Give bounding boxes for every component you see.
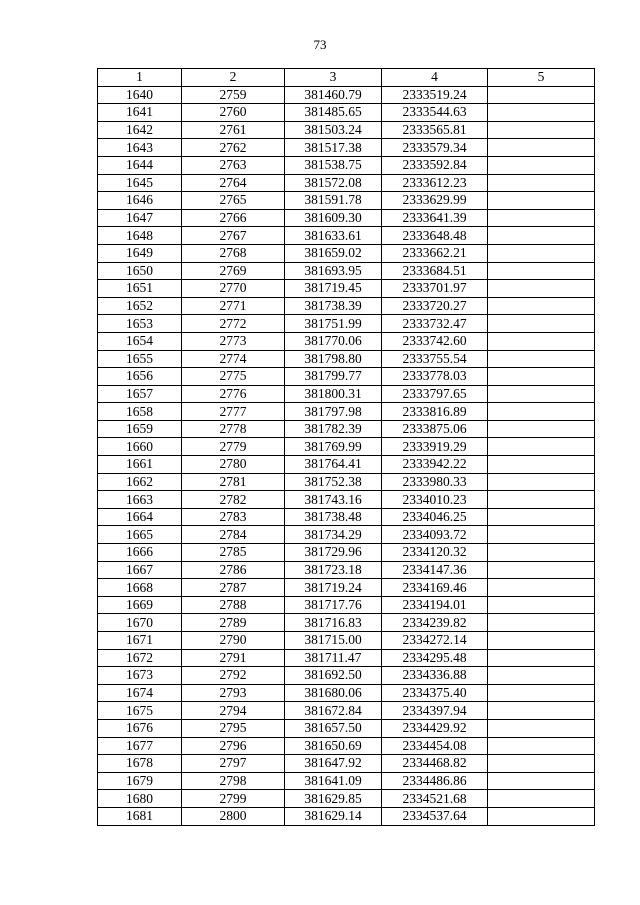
table-row [98,807,595,825]
y-coordinate-cell: 2333875.06 [382,420,488,438]
point-number-cell: 1650 [98,262,182,280]
y-coordinate-cell: 2333592.84 [382,156,488,174]
note-cell [488,104,595,122]
point-number-cell: 1678 [98,755,182,773]
sequence-number-cell: 2795 [182,719,285,737]
note-cell [488,579,595,597]
y-coordinate-cell: 2333732.47 [382,315,488,333]
note-cell [488,227,595,245]
sequence-number-cell: 2760 [182,104,285,122]
point-number-cell: 1648 [98,227,182,245]
sequence-number-cell: 2769 [182,262,285,280]
y-coordinate-cell: 2334375.40 [382,684,488,702]
x-coordinate-cell: 381591.78 [285,192,382,210]
x-coordinate-cell: 381517.38 [285,139,382,157]
column-header-5: 5 [488,69,595,87]
y-coordinate-cell: 2333919.29 [382,438,488,456]
y-coordinate-cell: 2333684.51 [382,262,488,280]
point-number-cell: 1667 [98,561,182,579]
sequence-number-cell: 2765 [182,192,285,210]
x-coordinate-cell: 381798.80 [285,350,382,368]
y-coordinate-cell: 2334429.92 [382,719,488,737]
table-row [98,315,595,333]
x-coordinate-cell: 381719.24 [285,579,382,597]
sequence-number-cell: 2796 [182,737,285,755]
x-coordinate-cell: 381460.79 [285,86,382,104]
sequence-number-cell: 2763 [182,156,285,174]
point-number-cell: 1679 [98,772,182,790]
point-number-cell: 1669 [98,596,182,614]
y-coordinate-cell: 2333701.97 [382,280,488,298]
point-number-cell: 1654 [98,332,182,350]
note-cell [488,702,595,720]
x-coordinate-cell: 381659.02 [285,244,382,262]
note-cell [488,156,595,174]
table-row [98,684,595,702]
y-coordinate-cell: 2333629.99 [382,192,488,210]
table-row [98,790,595,808]
note-cell [488,350,595,368]
sequence-number-cell: 2779 [182,438,285,456]
note-cell [488,368,595,386]
x-coordinate-cell: 381692.50 [285,667,382,685]
note-cell [488,121,595,139]
note-cell [488,456,595,474]
point-number-cell: 1680 [98,790,182,808]
point-number-cell: 1651 [98,280,182,298]
table-row [98,368,595,386]
table-row [98,86,595,104]
table-row [98,772,595,790]
sequence-number-cell: 2773 [182,332,285,350]
y-coordinate-cell: 2334010.23 [382,491,488,509]
x-coordinate-cell: 381729.96 [285,544,382,562]
x-coordinate-cell: 381641.09 [285,772,382,790]
y-coordinate-cell: 2333662.21 [382,244,488,262]
sequence-number-cell: 2770 [182,280,285,298]
sequence-number-cell: 2777 [182,403,285,421]
x-coordinate-cell: 381764.41 [285,456,382,474]
point-number-cell: 1671 [98,632,182,650]
x-coordinate-cell: 381633.61 [285,227,382,245]
note-cell [488,755,595,773]
point-number-cell: 1641 [98,104,182,122]
x-coordinate-cell: 381503.24 [285,121,382,139]
point-number-cell: 1675 [98,702,182,720]
x-coordinate-cell: 381647.92 [285,755,382,773]
point-number-cell: 1665 [98,526,182,544]
sequence-number-cell: 2772 [182,315,285,333]
sequence-number-cell: 2786 [182,561,285,579]
sequence-number-cell: 2780 [182,456,285,474]
table-row [98,719,595,737]
note-cell [488,491,595,509]
point-number-cell: 1664 [98,508,182,526]
table-row [98,104,595,122]
y-coordinate-cell: 2334093.72 [382,526,488,544]
x-coordinate-cell: 381572.08 [285,174,382,192]
note-cell [488,473,595,491]
x-coordinate-cell: 381769.99 [285,438,382,456]
point-number-cell: 1647 [98,209,182,227]
note-cell [488,526,595,544]
point-number-cell: 1649 [98,244,182,262]
y-coordinate-cell: 2334468.82 [382,755,488,773]
sequence-number-cell: 2764 [182,174,285,192]
column-header-2: 2 [182,69,285,87]
note-cell [488,438,595,456]
table-row [98,227,595,245]
table-row [98,297,595,315]
point-number-cell: 1681 [98,807,182,825]
x-coordinate-cell: 381723.18 [285,561,382,579]
point-number-cell: 1662 [98,473,182,491]
column-header-4: 4 [382,69,488,87]
table-row [98,156,595,174]
point-number-cell: 1659 [98,420,182,438]
sequence-number-cell: 2775 [182,368,285,386]
table-row [98,491,595,509]
point-number-cell: 1656 [98,368,182,386]
point-number-cell: 1645 [98,174,182,192]
table-row [98,192,595,210]
x-coordinate-cell: 381738.39 [285,297,382,315]
table-row [98,614,595,632]
note-cell [488,772,595,790]
sequence-number-cell: 2767 [182,227,285,245]
y-coordinate-cell: 2334486.86 [382,772,488,790]
y-coordinate-cell: 2333612.23 [382,174,488,192]
note-cell [488,544,595,562]
sequence-number-cell: 2788 [182,596,285,614]
note-cell [488,614,595,632]
note-cell [488,667,595,685]
point-number-cell: 1653 [98,315,182,333]
note-cell [488,420,595,438]
note-cell [488,139,595,157]
sequence-number-cell: 2771 [182,297,285,315]
x-coordinate-cell: 381609.30 [285,209,382,227]
table-row [98,596,595,614]
sequence-number-cell: 2791 [182,649,285,667]
x-coordinate-cell: 381650.69 [285,737,382,755]
point-number-cell: 1676 [98,719,182,737]
table-row [98,420,595,438]
table-row [98,139,595,157]
sequence-number-cell: 2783 [182,508,285,526]
y-coordinate-cell: 2333519.24 [382,86,488,104]
note-cell [488,561,595,579]
y-coordinate-cell: 2333797.65 [382,385,488,403]
y-coordinate-cell: 2334147.36 [382,561,488,579]
note-cell [488,649,595,667]
x-coordinate-cell: 381485.65 [285,104,382,122]
y-coordinate-cell: 2333544.63 [382,104,488,122]
table-row [98,473,595,491]
y-coordinate-cell: 2334046.25 [382,508,488,526]
sequence-number-cell: 2778 [182,420,285,438]
column-header-3: 3 [285,69,382,87]
x-coordinate-cell: 381717.76 [285,596,382,614]
page-number: 73 [313,37,327,52]
sequence-number-cell: 2787 [182,579,285,597]
x-coordinate-cell: 381797.98 [285,403,382,421]
y-coordinate-cell: 2334194.01 [382,596,488,614]
note-cell [488,297,595,315]
sequence-number-cell: 2792 [182,667,285,685]
x-coordinate-cell: 381719.45 [285,280,382,298]
point-number-cell: 1673 [98,667,182,685]
note-cell [488,385,595,403]
y-coordinate-cell: 2333755.54 [382,350,488,368]
point-number-cell: 1660 [98,438,182,456]
x-coordinate-cell: 381657.50 [285,719,382,737]
x-coordinate-cell: 381538.75 [285,156,382,174]
point-number-cell: 1658 [98,403,182,421]
y-coordinate-cell: 2333648.48 [382,227,488,245]
point-number-cell: 1668 [98,579,182,597]
y-coordinate-cell: 2333565.81 [382,121,488,139]
table-row [98,737,595,755]
x-coordinate-cell: 381680.06 [285,684,382,702]
table-row [98,209,595,227]
note-cell [488,332,595,350]
note-cell [488,508,595,526]
point-number-cell: 1655 [98,350,182,368]
note-cell [488,86,595,104]
sequence-number-cell: 2762 [182,139,285,157]
y-coordinate-cell: 2334295.48 [382,649,488,667]
x-coordinate-cell: 381629.14 [285,807,382,825]
note-cell [488,174,595,192]
table-row [98,456,595,474]
sequence-number-cell: 2766 [182,209,285,227]
point-number-cell: 1657 [98,385,182,403]
point-number-cell: 1677 [98,737,182,755]
y-coordinate-cell: 2334521.68 [382,790,488,808]
sequence-number-cell: 2785 [182,544,285,562]
x-coordinate-cell: 381752.38 [285,473,382,491]
table-row [98,244,595,262]
table-row [98,385,595,403]
x-coordinate-cell: 381629.85 [285,790,382,808]
note-cell [488,280,595,298]
point-number-cell: 1642 [98,121,182,139]
note-cell [488,684,595,702]
table-header-row [98,69,595,87]
note-cell [488,737,595,755]
x-coordinate-cell: 381738.48 [285,508,382,526]
y-coordinate-cell: 2333742.60 [382,332,488,350]
x-coordinate-cell: 381693.95 [285,262,382,280]
sequence-number-cell: 2784 [182,526,285,544]
table-row [98,403,595,421]
sequence-number-cell: 2800 [182,807,285,825]
table-row [98,438,595,456]
note-cell [488,596,595,614]
y-coordinate-cell: 2334454.08 [382,737,488,755]
table-row [98,755,595,773]
table-row [98,667,595,685]
point-number-cell: 1644 [98,156,182,174]
point-number-cell: 1643 [98,139,182,157]
table-row [98,526,595,544]
point-number-cell: 1666 [98,544,182,562]
x-coordinate-cell: 381711.47 [285,649,382,667]
y-coordinate-cell: 2334272.14 [382,632,488,650]
y-coordinate-cell: 2334239.82 [382,614,488,632]
table-row [98,508,595,526]
x-coordinate-cell: 381782.39 [285,420,382,438]
column-header-1: 1 [98,69,182,87]
point-number-cell: 1663 [98,491,182,509]
table-body [98,86,595,825]
note-cell [488,719,595,737]
sequence-number-cell: 2790 [182,632,285,650]
y-coordinate-cell: 2333942.22 [382,456,488,474]
table-row [98,544,595,562]
sequence-number-cell: 2789 [182,614,285,632]
x-coordinate-cell: 381715.00 [285,632,382,650]
x-coordinate-cell: 381751.99 [285,315,382,333]
table-row [98,632,595,650]
sequence-number-cell: 2782 [182,491,285,509]
note-cell [488,262,595,280]
point-number-cell: 1674 [98,684,182,702]
point-number-cell: 1652 [98,297,182,315]
point-number-cell: 1640 [98,86,182,104]
note-cell [488,403,595,421]
y-coordinate-cell: 2334169.46 [382,579,488,597]
note-cell [488,632,595,650]
table-row [98,561,595,579]
table-row [98,332,595,350]
table-row [98,579,595,597]
sequence-number-cell: 2761 [182,121,285,139]
x-coordinate-cell: 381799.77 [285,368,382,386]
x-coordinate-cell: 381800.31 [285,385,382,403]
y-coordinate-cell: 2333816.89 [382,403,488,421]
point-number-cell: 1661 [98,456,182,474]
table-row [98,121,595,139]
sequence-number-cell: 2759 [182,86,285,104]
table-row [98,280,595,298]
x-coordinate-cell: 381716.83 [285,614,382,632]
point-number-cell: 1672 [98,649,182,667]
y-coordinate-cell: 2334336.88 [382,667,488,685]
table-row [98,649,595,667]
point-number-cell: 1670 [98,614,182,632]
sequence-number-cell: 2774 [182,350,285,368]
sequence-number-cell: 2768 [182,244,285,262]
x-coordinate-cell: 381743.16 [285,491,382,509]
note-cell [488,192,595,210]
table-row [98,702,595,720]
point-number-cell: 1646 [98,192,182,210]
y-coordinate-cell: 2333579.34 [382,139,488,157]
table-row [98,174,595,192]
x-coordinate-cell: 381734.29 [285,526,382,544]
x-coordinate-cell: 381770.06 [285,332,382,350]
table-row [98,350,595,368]
note-cell [488,315,595,333]
note-cell [488,790,595,808]
sequence-number-cell: 2776 [182,385,285,403]
y-coordinate-cell: 2333720.27 [382,297,488,315]
y-coordinate-cell: 2334537.64 [382,807,488,825]
coordinates-table [97,68,595,826]
note-cell [488,244,595,262]
note-cell [488,807,595,825]
sequence-number-cell: 2798 [182,772,285,790]
x-coordinate-cell: 381672.84 [285,702,382,720]
note-cell [488,209,595,227]
sequence-number-cell: 2794 [182,702,285,720]
y-coordinate-cell: 2333980.33 [382,473,488,491]
sequence-number-cell: 2793 [182,684,285,702]
y-coordinate-cell: 2333778.03 [382,368,488,386]
y-coordinate-cell: 2334397.94 [382,702,488,720]
y-coordinate-cell: 2333641.39 [382,209,488,227]
sequence-number-cell: 2781 [182,473,285,491]
sequence-number-cell: 2797 [182,755,285,773]
table-row [98,262,595,280]
y-coordinate-cell: 2334120.32 [382,544,488,562]
sequence-number-cell: 2799 [182,790,285,808]
